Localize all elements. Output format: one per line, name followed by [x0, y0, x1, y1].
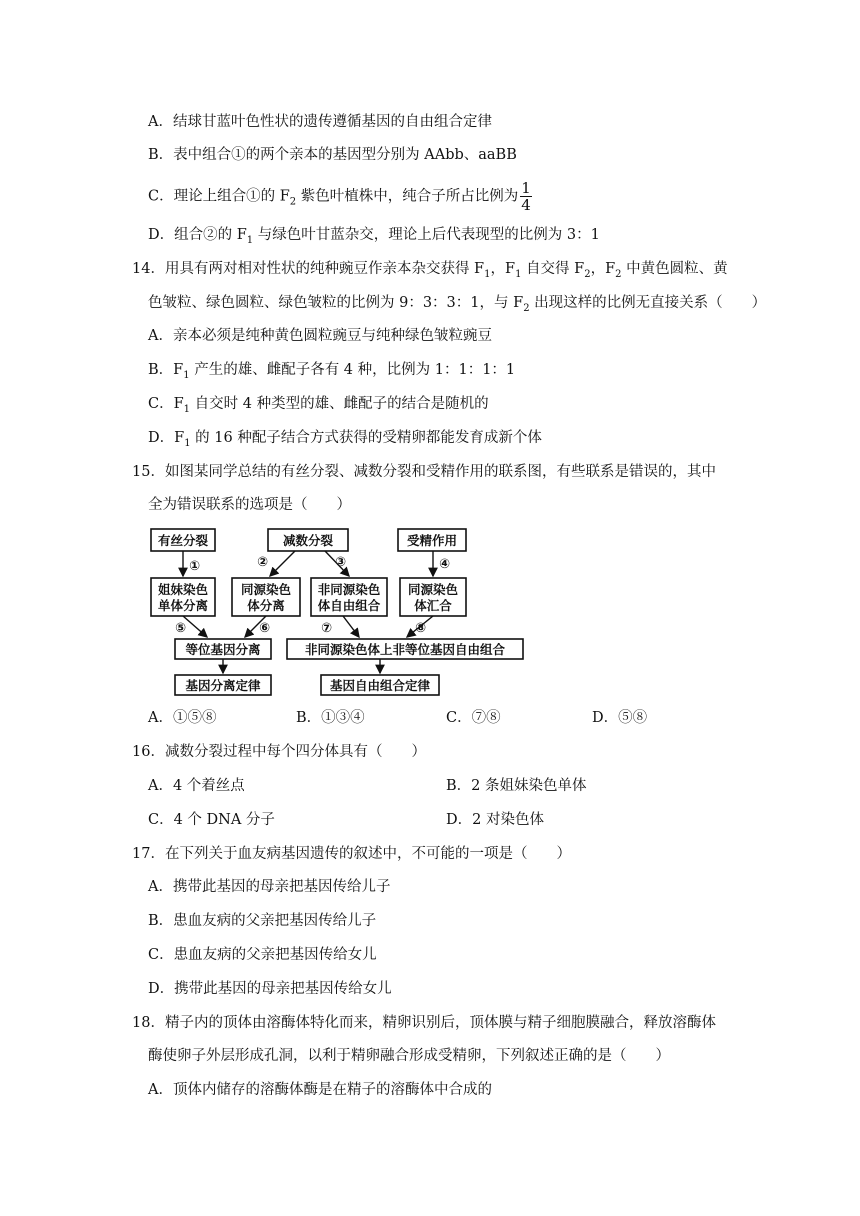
q14-stem-line1: 14．用具有两对相对性状的纯种豌豆作亲本杂交获得 $F_1$，$F_1$ 自交得 $F_2$，$F_2$ 中黄色圆粒、黄 — [132, 261, 728, 280]
svg-text:等位基因分离: 等位基因分离 — [185, 642, 261, 657]
q16-option-b: B．2 条姐妹染色单体 — [446, 778, 587, 794]
marker-4: ④ — [439, 557, 451, 572]
q17-option-d: D．携带此基因的母亲把基因传给女儿 — [148, 981, 392, 997]
svg-text:体分离: 体分离 — [247, 598, 285, 613]
marker-6: ⑥ — [259, 621, 271, 636]
label-mitosis: 有丝分裂 — [157, 533, 209, 548]
q16-stem: 16．减数分裂过程中每个四分体具有（ ） — [132, 744, 426, 760]
marker-1: ① — [189, 559, 201, 574]
marker-7: ⑦ — [321, 621, 333, 636]
q14-option-c: C．$F_1$ 自交时 4 种类型的雄、雌配子的结合是随机的 — [148, 396, 489, 415]
svg-text:非同源染色体上非等位基因自由组合: 非同源染色体上非等位基因自由组合 — [304, 642, 506, 657]
fraction-one-quarter: $\frac{1}{4}$ — [521, 179, 531, 214]
q15-option-b: B．①③④ — [296, 710, 365, 726]
q13-option-b: B．表中组合①的两个亲本的基因型分别为 AAbb、aaBB — [148, 147, 517, 163]
q17-option-b: B．患血友病的父亲把基因传给儿子 — [148, 913, 377, 929]
q18-stem-line1: 18．精子内的顶体由溶酶体特化而来，精卵识别后，顶体膜与精子细胞膜融合，释放溶酶体 — [132, 1015, 716, 1031]
q14-option-d: D．$F_1$ 的 16 种配子结合方式获得的受精卵都能发育成新个体 — [148, 430, 542, 449]
q15-option-a: A．①⑤⑧ — [148, 710, 217, 726]
meiosis-relationship-diagram — [145, 526, 535, 700]
svg-text:姐妹染色: 姐妹染色 — [157, 582, 209, 597]
svg-text:基因分离定律: 基因分离定律 — [185, 678, 261, 693]
q16-option-d: D．2 对染色体 — [446, 812, 544, 828]
q14-option-b: B．$F_1$ 产生的雄、雌配子各有 4 种，比例为 1：1：1：1 — [148, 362, 516, 381]
svg-text:同源染色: 同源染色 — [240, 582, 292, 597]
q17-option-a: A．携带此基因的母亲把基因传给儿子 — [148, 879, 391, 895]
svg-text:体汇合: 体汇合 — [414, 598, 452, 613]
marker-8: ⑧ — [415, 621, 427, 636]
q15-option-c: C．⑦⑧ — [446, 710, 501, 726]
marker-5: ⑤ — [175, 621, 187, 636]
q13-option-c: C．理论上组合①的 $F_2$ 紫色叶植株中，纯合子所占比例为 $\frac{1}{4}$ — [148, 179, 531, 214]
q16-option-a: A．4 个着丝点 — [148, 778, 245, 794]
label-fertilization: 受精作用 — [406, 533, 458, 548]
q17-option-c: C．患血友病的父亲把基因传给女儿 — [148, 947, 377, 963]
svg-text:同源染色: 同源染色 — [407, 582, 459, 597]
q15-option-d: D．⑤⑧ — [592, 710, 648, 726]
q18-option-a: A．顶体内储存的溶酶体酶是在精子的溶酶体中合成的 — [148, 1082, 492, 1098]
q13-option-a: A．结球甘蓝叶色性状的遗传遵循基因的自由组合定律 — [148, 114, 492, 130]
q15-stem-line2: 全为错误联系的选项是（ ） — [148, 497, 351, 513]
q16-option-c: C．4 个 DNA 分子 — [148, 812, 275, 828]
q15-stem-line1: 15．如图某同学总结的有丝分裂、减数分裂和受精作用的联系图，有些联系是错误的，其中 — [132, 464, 716, 480]
svg-text:非同源染色: 非同源染色 — [317, 582, 381, 597]
svg-text:基因自由组合定律: 基因自由组合定律 — [329, 678, 431, 693]
svg-text:体自由组合: 体自由组合 — [317, 598, 381, 613]
q14-option-a: A．亲本必须是纯种黄色圆粒豌豆与纯种绿色皱粒豌豆 — [148, 328, 492, 344]
svg-text:单体分离: 单体分离 — [157, 598, 209, 613]
label-meiosis: 减数分裂 — [282, 533, 334, 548]
q17-stem: 17．在下列关于血友病基因遗传的叙述中，不可能的一项是（ ） — [132, 846, 571, 862]
marker-3: ③ — [335, 555, 347, 570]
q18-stem-line2: 酶使卵子外层形成孔洞，以利于精卵融合形成受精卵，下列叙述正确的是（ ） — [148, 1048, 670, 1064]
q14-stem-line2: 色皱粒、绿色圆粒、绿色皱粒的比例为 9：3：3：1，与 $F_2$ 出现这样的比例无直接关系（ ） — [148, 295, 767, 314]
q13-option-d: D．组合②的 $F_1$ 与绿色叶甘蓝杂交，理论上后代表现型的比例为 3：1 — [148, 227, 600, 246]
marker-2: ② — [257, 555, 269, 570]
